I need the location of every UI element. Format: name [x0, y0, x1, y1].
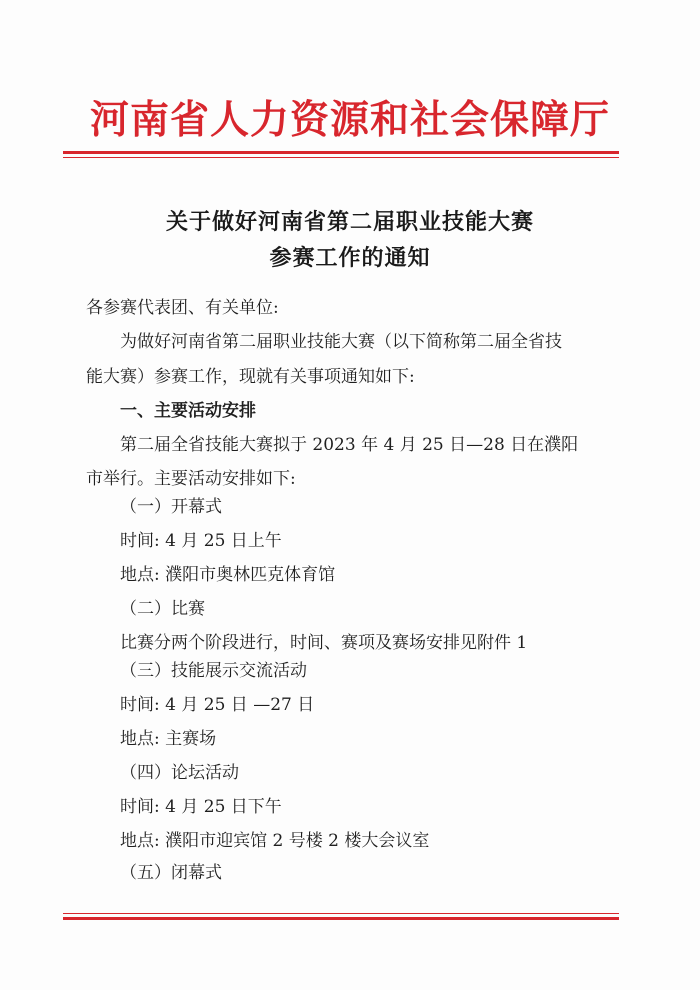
- item-4-heading: （四）论坛活动: [120, 763, 239, 783]
- item-3-place: 地点: 主赛场: [120, 729, 217, 749]
- header-red-rule-thin: [63, 157, 619, 158]
- intro-paragraph-line-1: 为做好河南省第二届职业技能大赛（以下简称第二届全省技: [120, 332, 562, 352]
- footer-red-rule-thick: [63, 917, 619, 920]
- item-3-heading: （三）技能展示交流活动: [120, 661, 307, 681]
- section-1-paragraph-line-2: 市举行。主要活动安排如下:: [86, 469, 296, 489]
- item-4-time: 时间: 4 月 25 日下午: [120, 797, 282, 817]
- item-3-time: 时间: 4 月 25 日 —27 日: [120, 695, 315, 715]
- item-2-heading: （二）比赛: [120, 599, 205, 619]
- item-2-text: 比赛分两个阶段进行，时间、赛项及赛场安排见附件 1: [120, 633, 528, 653]
- item-5-heading: （五）闭幕式: [120, 863, 222, 883]
- section-1-paragraph-line-1: 第二届全省技能大赛拟于 2023 年 4 月 25 日—28 日在濮阳: [120, 435, 579, 455]
- item-1-time: 时间: 4 月 25 日上午: [120, 531, 282, 551]
- document-title-line-2: 参赛工作的通知: [269, 246, 431, 271]
- issuing-organization-header: 河南省人力资源和社会保障厅: [89, 98, 610, 143]
- item-1-heading: （一）开幕式: [120, 497, 222, 517]
- section-1-heading: 一、主要活动安排: [120, 401, 256, 421]
- salutation: 各参赛代表团、有关单位:: [86, 298, 279, 318]
- footer-red-rule-thin: [63, 913, 619, 914]
- intro-paragraph-line-2: 能大赛）参赛工作，现就有关事项通知如下:: [86, 367, 415, 387]
- header-red-rule-thick: [63, 151, 619, 154]
- item-4-place: 地点: 濮阳市迎宾馆 2 号楼 2 楼大会议室: [120, 831, 430, 851]
- document-title-line-1: 关于做好河南省第二届职业技能大赛: [165, 210, 534, 235]
- item-1-place: 地点: 濮阳市奥林匹克体育馆: [120, 565, 336, 585]
